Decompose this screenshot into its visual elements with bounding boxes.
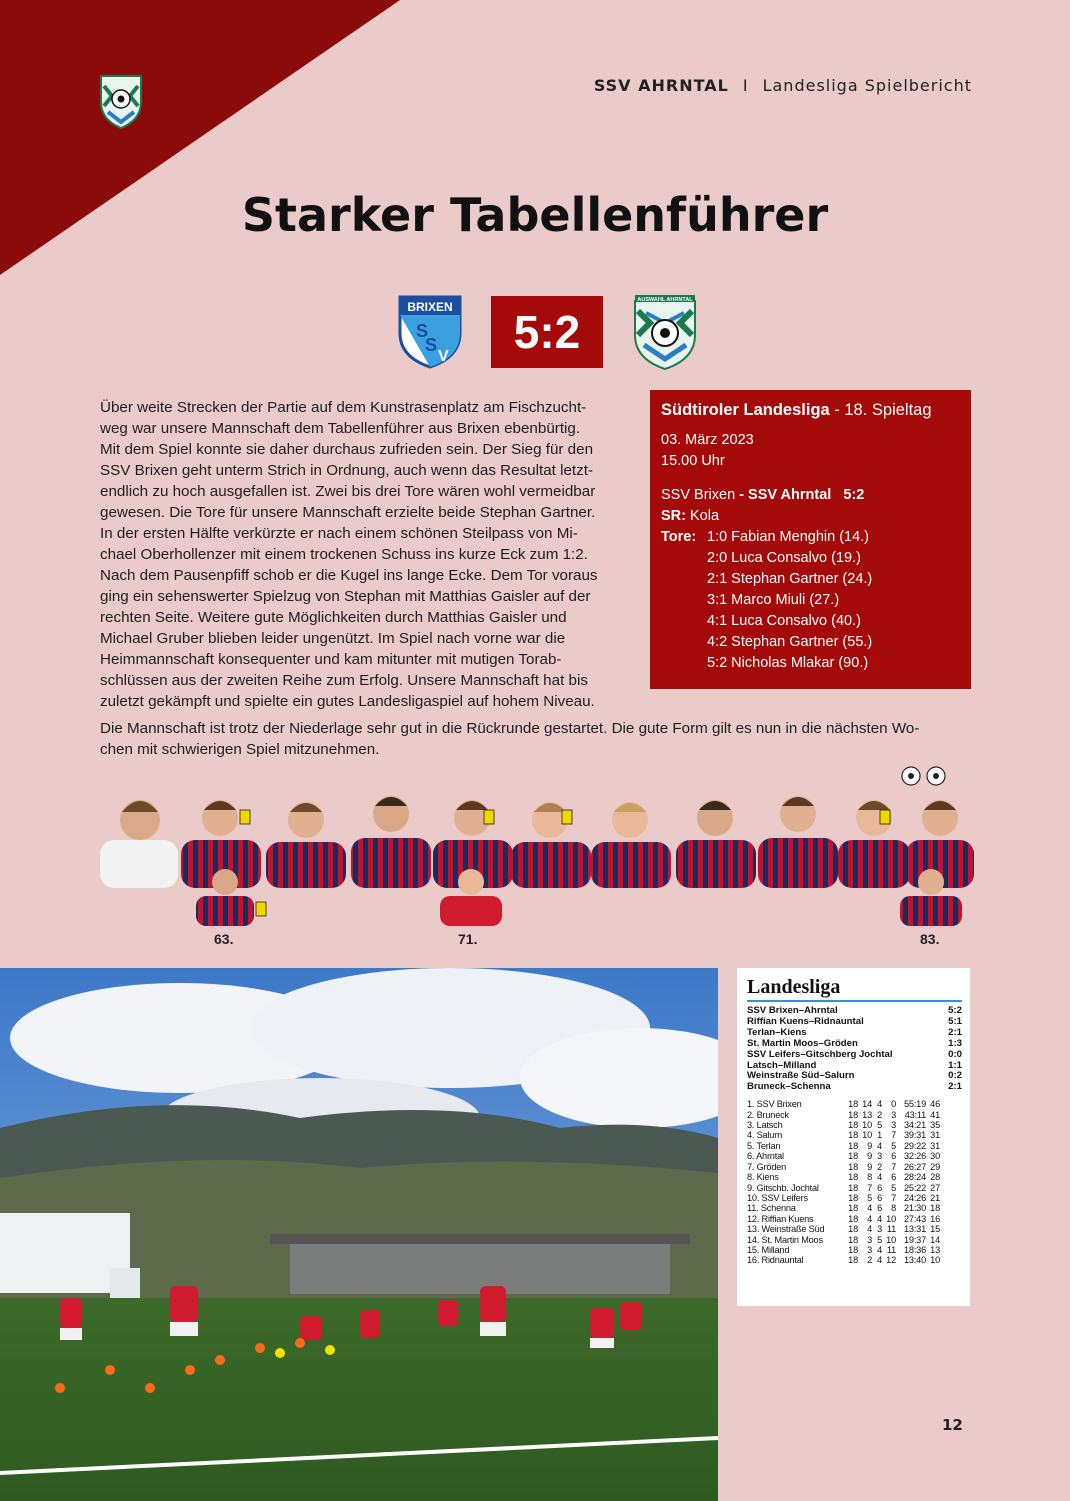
substitution-minute: 71. [458, 931, 478, 947]
standings-stat: 3 [891, 1120, 896, 1131]
standings-row [747, 1255, 962, 1265]
league-table [737, 968, 970, 1306]
lineup-graphic [98, 760, 978, 960]
brixen-logo [398, 295, 462, 373]
standings-stat: 4 [877, 1099, 882, 1110]
yellow-card-icon [256, 902, 266, 916]
goal-entry: 2:0 Luca Consalvo (19.) [707, 550, 861, 566]
standings-stat: 18 [848, 1213, 858, 1224]
standings-stat: 24:26 [904, 1192, 926, 1203]
standings-stat: 2 [867, 1255, 872, 1266]
standings-stat: 4 [867, 1203, 872, 1214]
standings-row [747, 1214, 962, 1224]
standings-row [747, 1151, 962, 1161]
ahrntal-logo-text: AUSWAHL AHRNTAL [637, 297, 693, 303]
player-photo [266, 802, 346, 888]
article-line: chen mit schwierigen Spiel mitzunehmen. [100, 741, 380, 758]
result-match: Terlan–Kiens [747, 1026, 807, 1038]
photo-banner-bg [110, 1268, 140, 1298]
standings-team: 2. Bruneck [747, 1109, 789, 1120]
standings-stat: 5 [877, 1120, 882, 1131]
standings-stat: 2 [877, 1161, 882, 1172]
league-table-title: Landesliga [747, 976, 962, 1002]
standings-stat: 1 [877, 1130, 882, 1141]
result-score: 2:1 [948, 1026, 962, 1038]
player-photo [591, 802, 671, 888]
standings-stat: 5 [891, 1140, 896, 1151]
standings-stat: 55:19 [904, 1099, 926, 1110]
player-photo [676, 800, 756, 888]
substitution-minute: 63. [214, 931, 234, 947]
yellow-card-icon [562, 810, 572, 824]
header-separator: I [742, 76, 749, 95]
standings-stat: 3 [867, 1244, 872, 1255]
standings-stat: 32:26 [904, 1151, 926, 1162]
standings-stat: 6 [877, 1203, 882, 1214]
goal-row [661, 548, 960, 569]
standings-stat: 46 [930, 1099, 940, 1110]
standings-stat: 6 [891, 1172, 896, 1183]
standings-stat: 10 [862, 1120, 872, 1131]
brixen-logo-s1: S [416, 321, 429, 341]
league-name: Südtiroler Landesliga [661, 401, 830, 419]
away-team: SSV Ahrntal [748, 487, 832, 503]
result-row [747, 1082, 962, 1093]
goal-entry: 2:1 Stephan Gartner (24.) [707, 571, 873, 587]
standings-row [747, 1162, 962, 1172]
standings-row [747, 1172, 962, 1182]
standings-stat: 7 [891, 1130, 896, 1141]
article-body [100, 397, 645, 712]
standings-list [747, 1099, 962, 1266]
standings-team: 7. Gröden [747, 1161, 787, 1172]
standings-stat: 18 [848, 1099, 858, 1110]
results-list [747, 1006, 962, 1093]
article-line: Die Mannschaft ist trotz der Niederlage sehr gut in die Rückrunde gestartet. Die gute Form gilt es nun in die nächsten Wo- [100, 720, 920, 737]
match-line [661, 485, 960, 506]
standings-stat: 12 [886, 1255, 896, 1266]
standings-stat: 18 [848, 1203, 858, 1214]
yellow-card-icon [484, 810, 494, 824]
warmup-photo [0, 968, 718, 1501]
standings-stat: 18 [848, 1234, 858, 1245]
standings-stat: 31 [930, 1140, 940, 1151]
standings-team: 4. Salurn [747, 1130, 782, 1141]
standings-stat: 21 [930, 1192, 940, 1203]
standings-stat: 10 [930, 1255, 940, 1266]
standings-stat: 19:37 [904, 1234, 926, 1245]
standings-stat: 35 [930, 1120, 940, 1131]
standings-stat: 10 [886, 1213, 896, 1224]
standings-stat: 6 [877, 1182, 882, 1193]
standings-stat: 4 [877, 1140, 882, 1151]
header-club: SSV AHRNTAL [593, 76, 729, 95]
standings-stat: 10 [886, 1234, 896, 1245]
article-line: SSV Brixen geht unterm Strich in Ordnung, auch wenn das Resultat letzt- [100, 462, 594, 479]
article-line: chael Oberhollenzer mit einem trockenen Schuss ins kurze Eck zum 1:2. [100, 546, 588, 563]
article-line: Heimmannschaft konsequenter und kam mitunter mit mutigen Torab- [100, 651, 562, 668]
goal-entry: 1:0 Fabian Menghin (14.) [707, 529, 870, 545]
standings-row [747, 1120, 962, 1130]
article-title: Starker Tabellenführer [241, 188, 829, 242]
standings-team: 11. Schenna [747, 1203, 796, 1214]
goal-row [661, 611, 960, 632]
standings-stat: 30 [930, 1151, 940, 1162]
article-line: zuletzt gekämpft und spielte ein gutes Landesligaspiel auf hohem Niveau. [100, 693, 595, 710]
ahrntal-logo [632, 293, 698, 375]
result-row [747, 1039, 962, 1050]
player-photo [511, 802, 591, 888]
standings-stat: 14 [930, 1234, 940, 1245]
result-score: 0:0 [948, 1048, 962, 1060]
standings-row [747, 1183, 962, 1193]
standings-stat: 41 [930, 1109, 940, 1120]
standings-stat: 5 [891, 1182, 896, 1193]
standings-stat: 6 [877, 1192, 882, 1203]
standings-stat: 3 [891, 1109, 896, 1120]
match-info-box [650, 390, 971, 689]
standings-stat: 7 [891, 1161, 896, 1172]
standings-stat: 18 [848, 1161, 858, 1172]
yellow-card-icon [880, 810, 890, 824]
standings-stat: 18 [848, 1130, 858, 1141]
standings-row [747, 1099, 962, 1109]
result-score: 1:1 [948, 1059, 962, 1071]
standings-stat: 27:43 [904, 1213, 926, 1224]
standings-stat: 9 [867, 1140, 872, 1151]
standings-team: 14. St. Martin Moos [747, 1234, 823, 1245]
standings-team: 1. SSV Brixen [747, 1099, 802, 1110]
matchday: - 18. Spieltag [829, 401, 932, 419]
standings-row [747, 1141, 962, 1151]
standings-stat: 4 [877, 1213, 882, 1224]
standings-stat: 18 [848, 1172, 858, 1183]
article-line: rechten Seite. Weitere gute Möglichkeiten durch Matthias Gaisler und [100, 609, 567, 626]
standings-stat: 14 [862, 1099, 872, 1110]
football-icon [902, 767, 920, 785]
standings-stat: 13:40 [904, 1255, 926, 1266]
standings-row [747, 1110, 962, 1120]
referee-line [661, 506, 960, 527]
standings-stat: 7 [891, 1192, 896, 1203]
lineup-strip [98, 760, 978, 960]
standings-row [747, 1193, 962, 1203]
standings-stat: 18:36 [904, 1244, 926, 1255]
standings-stat: 0 [891, 1099, 896, 1110]
result-match: Riffian Kuens–Ridnauntal [747, 1015, 864, 1027]
result-match: Latsch–Milland [747, 1059, 817, 1071]
standings-stat: 31 [930, 1130, 940, 1141]
standings-team: 13. Weinstraße Süd [747, 1224, 825, 1235]
standings-stat: 28:24 [904, 1172, 926, 1183]
standings-stat: 18 [848, 1244, 858, 1255]
player-photo [100, 800, 178, 888]
standings-stat: 18 [848, 1182, 858, 1193]
player-photo [351, 796, 431, 888]
article-line: schlüssen aus der zweiten Reihe zum Erfolg. Unsere Mannschaft hat bis [100, 672, 588, 689]
goal-entry: 4:2 Stephan Gartner (55.) [707, 634, 873, 650]
standings-row [747, 1235, 962, 1245]
standings-stat: 18 [848, 1140, 858, 1151]
player-photo [838, 800, 910, 888]
spacer [661, 472, 960, 485]
goal-row [661, 632, 960, 653]
goal-row [661, 527, 960, 548]
standings-stat: 15 [930, 1224, 940, 1235]
standings-stat: 2 [877, 1109, 882, 1120]
standings-team: 3. Latsch [747, 1120, 783, 1131]
standings-stat: 18 [848, 1255, 858, 1266]
article-line: gewesen. Die Tore für unsere Mannschaft erzielte beide Stephan Gartner. [100, 504, 596, 521]
standings-team: 12. Riffian Kuens [747, 1213, 814, 1224]
result-score: 1:3 [948, 1037, 962, 1049]
goal-entry: 5:2 Nicholas Mlakar (90.) [707, 655, 869, 671]
result-match: Bruneck–Schenna [747, 1081, 831, 1093]
standings-stat: 28 [930, 1172, 940, 1183]
result-row [747, 1050, 962, 1061]
substitution-minute: 83. [920, 931, 940, 947]
football-icon [927, 767, 945, 785]
standings-row [747, 1224, 962, 1234]
standings-stat: 9 [867, 1161, 872, 1172]
goal-row [661, 569, 960, 590]
article-line: weg war unsere Mannschaft dem Tabellenführer aus Brixen ebenbürtig. [100, 420, 581, 437]
standings-team: 5. Terlan [747, 1140, 781, 1151]
standings-stat: 4 [867, 1213, 872, 1224]
standings-stat: 5 [867, 1192, 872, 1203]
home-team: SSV Brixen [661, 487, 736, 503]
standings-stat: 26:27 [904, 1161, 926, 1172]
standings-team: 8. Kiens [747, 1172, 779, 1183]
standings-stat: 10 [862, 1130, 872, 1141]
standings-stat: 29 [930, 1161, 940, 1172]
article-line: Nach dem Pausenpfiff schob er die Kugel ins lange Ecke. Dem Tor voraus [100, 567, 598, 584]
ahrntal-logo-small [98, 72, 144, 134]
dash: - [735, 487, 749, 503]
standings-stat: 18 [930, 1203, 940, 1214]
standings-stat: 8 [891, 1203, 896, 1214]
standings-stat: 9 [867, 1151, 872, 1162]
yellow-card-icon [240, 810, 250, 824]
standings-stat: 18 [848, 1109, 858, 1120]
standings-team: 15. Milland [747, 1244, 790, 1255]
result-match: SSV Brixen–Ahrntal [747, 1005, 838, 1016]
standings-stat: 39:31 [904, 1130, 926, 1141]
standings-stat: 4 [877, 1172, 882, 1183]
standings-stat: 8 [867, 1172, 872, 1183]
standings-stat: 18 [848, 1151, 858, 1162]
article-line: In der ersten Hälfte verkürzte er nach einem schönen Steilpass von Mi- [100, 525, 578, 542]
referee-label: SR: [661, 508, 686, 524]
standings-row [747, 1130, 962, 1140]
standings-row [747, 1203, 962, 1213]
page-header [594, 76, 972, 95]
standings-team: 6. Ahrntal [747, 1151, 784, 1162]
standings-stat: 13:31 [904, 1224, 926, 1235]
result-match: Weinstraße Süd–Salurn [747, 1070, 855, 1082]
standings-stat: 4 [877, 1244, 882, 1255]
brixen-logo-word: BRIXEN [407, 300, 453, 314]
standings-stat: 21:30 [904, 1203, 926, 1214]
standings-stat: 3 [877, 1151, 882, 1162]
brixen-logo-s2: S [425, 335, 438, 355]
goal-row [661, 653, 960, 674]
standings-team: 10. SSV Leifers [747, 1192, 808, 1203]
standings-stat: 11 [886, 1244, 896, 1255]
standings-stat: 18 [848, 1120, 858, 1131]
standings-row [747, 1245, 962, 1255]
standings-stat: 4 [877, 1255, 882, 1266]
standings-stat: 4 [867, 1224, 872, 1235]
standings-stat: 3 [877, 1224, 882, 1235]
match-result: 5:2 [843, 487, 865, 503]
article-line: ging ein sehenswerter Spielzug von Stephan mit Matthias Gaisler auf der [100, 588, 591, 605]
standings-stat: 27 [930, 1182, 940, 1193]
standings-stat: 43:11 [904, 1109, 926, 1120]
article-line: Michael Gruber blieben leider ungenützt. Im Spiel nach vorne war die [100, 630, 566, 647]
result-score: 2:1 [948, 1081, 962, 1093]
standings-team: 9. Gitschb. Jochtal [747, 1182, 819, 1193]
result-score: 5:2 [948, 1005, 962, 1016]
article-tail [100, 718, 980, 760]
standings-stat: 5 [877, 1234, 882, 1245]
brixen-logo-v: V [438, 348, 449, 365]
standings-stat: 13 [862, 1109, 872, 1120]
standings-stat: 25:22 [904, 1182, 926, 1193]
goal-entry: 3:1 Marco Miuli (27.) [707, 592, 840, 608]
standings-team: 16. Ridnauntal [747, 1255, 804, 1266]
result-score: 5:1 [948, 1015, 962, 1027]
goal-entry: 4:1 Luca Consalvo (40.) [707, 613, 861, 629]
result-match: SSV Leifers–Gitschberg Jochtal [747, 1048, 893, 1060]
page-number: 12 [942, 1416, 963, 1434]
header-section: Landesliga Spielbericht [762, 76, 972, 95]
standings-stat: 7 [867, 1182, 872, 1193]
standings-stat: 13 [930, 1244, 940, 1255]
player-photo [758, 796, 838, 888]
match-date: 03. März 2023 [661, 432, 754, 448]
article-line: endlich zu hoch ausgefallen ist. Zwei bis drei Tore wären wohl vermeidbar [100, 483, 596, 500]
result-match: St. Martin Moos–Gröden [747, 1037, 858, 1049]
standings-stat: 16 [930, 1213, 940, 1224]
standings-stat: 34:21 [904, 1120, 926, 1131]
standings-stat: 11 [886, 1224, 896, 1235]
article-line: Mit dem Spiel konnte sie daher durchaus zufrieden sein. Der Sieg für den [100, 441, 594, 458]
standings-stat: 18 [848, 1192, 858, 1203]
standings-stat: 18 [848, 1224, 858, 1235]
standings-stat: 3 [867, 1234, 872, 1245]
goal-row [661, 590, 960, 611]
result-score: 0:2 [948, 1070, 962, 1082]
standings-stat: 6 [891, 1151, 896, 1162]
goals-label: Tore: [661, 529, 697, 545]
final-score: 5:2 [491, 296, 603, 368]
referee-name: Kola [690, 508, 720, 524]
league-heading [661, 400, 960, 421]
article-line: Über weite Strecken der Partie auf dem Kunstrasenplatz am Fischzucht- [100, 399, 587, 416]
match-time: 15.00 Uhr [661, 453, 725, 469]
standings-stat: 29:22 [904, 1140, 926, 1151]
